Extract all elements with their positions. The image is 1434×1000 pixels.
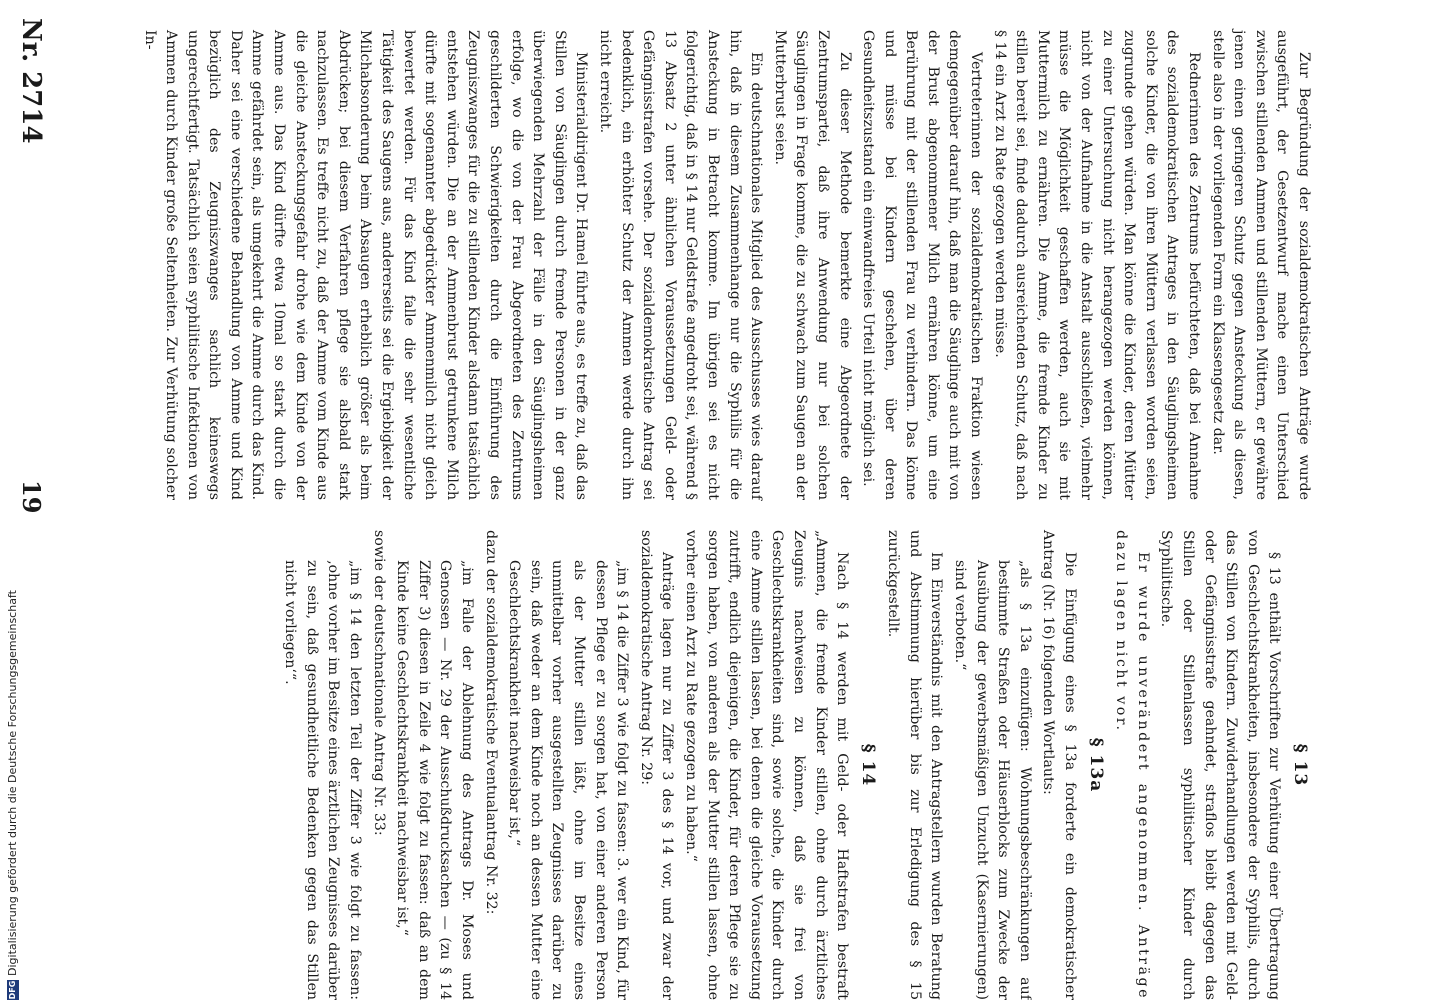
paragraph: Rednerinnen des Zentrums befürchteten, daß bei Annahme des sozialdemokratischen Antrages in den Säuglingsheimen solche Kinder, die von ihren Müttern verlassen worden seien, zugrunde gehen würden. Man könne die Kinder, deren Mütter zu einer Untersuchung nicht herangezogen werden können, nicht von der Aufnahme in die Anstalt ausschließen, vielmehr müsse die Möglichkeit geschaffen werden, auch sie mit Muttermilch zu ernähren. Die Amme, die fremde Kinder zu stillen bereit sei, finde dadurch ausreichenden Schutz, daß nach § 14 ein Arzt zu Rate gezogen werden müsse.	[991, 30, 1203, 500]
paragraph: Zur Begründung der sozialdemokratischen Anträge wurde ausgeführt, der Gesetzentwurf mache einen Unterschied zwischen stillenden Ammen und stillenden Müttern, er gewähre jenen einen geringeren Schutz gegen Ansteckung als diesen, stelle also in der vorliegenden Form ein Klassengesetz dar.	[1209, 30, 1312, 500]
paragraph: Die Einfügung eines § 13a forderte ein demokratischer Antrag (Nr. 16) folgenden Wortlauts:	[1040, 530, 1079, 1000]
paragraph: Ministerialdirigent Dr. Hamel führte aus, es treffe zu, daß das Stillen von Säuglingen durch fremde Personen in der ganz überwiegenden Mehrzahl der Fälle in den Säuglingsheimen erfolge, wo die von der Frau Abgeordneten des Zentrums geschilderten Schwierigkeiten durch die Einführung des Zeugniszwanges für die zu stillenden Kinder alsdann tatsächlich entstehen würden. Die an der Ammenbrust getrunkene Milch dürfte mit sogenannter abgedrückter Ammenmilch nicht gleich bewertet werden. Für das Kind falle die sehr wesentliche Tätigkeit des Saugens aus, andererseits sei die Ergiebigkeit der Milchabsonderung beim Absaugen erheblich größer als beim Abdrücken; bei diesem Verfahren pflege sie alsbald stark nachzulassen. Es treffe nicht zu, daß der Amme vom Kinde aus die gleiche Ansteckungsgefahr drohe wie dem Kinde von der Amme aus. Das Kind dürfte etwa 10mal so stark durch die Amme gefährdet sein, als umgekehrt die Amme durch das Kind. Daher sei eine verschiedene Behandlung von Amme und Kind bezüglich des Zeugniszwanges sachlich keineswegs ungerechtfertigt. Tatsächlich seien syphilitische Infektionen von Ammen durch Kinder große Seltenheiten. Zur Verhütung solcher In-	[141, 30, 590, 500]
digitization-credit	[6, 590, 19, 1000]
left-column	[54, 530, 1314, 1000]
quote: „im § 14 den letzten Teil der Ziffer 3 wie folgt zu fassen: ‚ohne vorher im Besitze eines ärztlichen Zeugnisses darüber zu sein, daß gesundheitliche Bedenken gegen das Stillen nicht vorliegen‘“.	[282, 560, 364, 1000]
section-heading-13: § 13	[1290, 743, 1310, 787]
credit-text: Digitalisierung gefördert durch die Deutsche Forschungsgemeinschaft	[6, 590, 19, 976]
document-number: Nr. 2714	[16, 18, 46, 144]
paragraph: sowie der deutschnationale Antrag Nr. 33:	[370, 530, 387, 836]
section-heading-14: § 14	[857, 743, 878, 787]
paragraph: Vertreterinnen der sozialdemokratischen Fraktion wiesen demgegenüber darauf hin, daß man die Säuglinge auch mit von der Brust abgenommener Milch ernähren könne, um eine Berührung mit der stillenden Frau zu verhindern. Das könne und müsse bei Kindern geschehen, über deren Gesundheitszustand ein einwandfreies Urteil nicht möglich sei.	[860, 30, 985, 500]
quote: „im § 14 die Ziffer 3 wie folgt zu fassen: 3. wer ein Kind, für dessen Pflege er zu sorgen hat, von einer anderen Person als der Mutter stillen läßt, ohne im Besitze eines unmittelbar vorher ausgestellten Zeugnisses darüber zu sein, daß weder an dem Kinde noch an dessen Mutter eine Geschlechtskrankheit nachweisbar ist,“	[506, 560, 631, 1000]
paragraph: Ein deutschnationales Mitglied des Ausschusses wies darauf hin, daß in diesem Zusammenhange nur die Syphilis für die Ansteckung in Betracht komme. Im übrigen sei es nicht folgerichtig, daß in § 14 nur Geldstrafe angedroht sei, während § 13 Absatz 2 unter ähnlichen Voraussetzungen Geld- oder Gefängnisstrafen vorsehe. Der sozialdemokratische Antrag sei bedenklich, ein erhöhter Schutz der Ammen werde durch ihn nicht erreicht.	[597, 30, 765, 500]
dfg-logo-icon: DFG	[8, 980, 17, 1000]
paragraph: dazu der sozialdemokratische Eventualantrag Nr. 32:	[482, 530, 499, 915]
paragraph: Zu dieser Methode bemerkte eine Abgeordnete der Zentrumspartei, daß ihre Anwendung nur bei solchen Säuglingen in Frage komme, die zu schwach zum Saugen an der Mutterbrust seien.	[771, 30, 853, 500]
paragraph: Anträge lagen nur zu Ziffer 3 des § 14 vor, und zwar der sozialdemokratische Antrag Nr. 29:	[637, 530, 676, 1000]
paragraph: Im Einverständnis mit den Antragstellern wurden Beratung und Abstimmung hierüber bis zur Erledigung des § 15 zurückgestellt.	[885, 530, 945, 1000]
right-column	[54, 30, 1314, 500]
quote: „als § 13a einzufügen: Wohnungsbeschränkungen auf bestimmte Straßen oder Häuserblocks zum Zwecke der Ausübung der gewerbsmäßigen Unzucht (Kasernierungen) sind verboten.“	[952, 560, 1033, 1000]
quote: „im Falle der Ablehnung des Antrags Dr. Moses und Genossen — Nr. 29 der Ausschußdrucksachen — (zu § 14 Ziffer 3) diesen in Zeile 4 wie folgt zu fassen: daß an dem Kinde keine Geschlechtskrankheit nachweisbar ist,“	[394, 560, 476, 1000]
section-heading-13a: § 13a	[1085, 737, 1106, 793]
page-number: 19	[17, 480, 46, 514]
paragraph: § 13 enthält Vorschriften zur Verhütung einer Übertragung von Geschlechtskrankheiten, insbesondere der Syphilis, durch das Stillen von Kindern. Zuwiderhandlungen werden mit Geld- oder Gefängnisstrafe geahndet, straflos bleibt dagegen das Stillen oder Stillenlassen syphilitischer Kinder durch Syphilitische.	[1158, 530, 1283, 1000]
paragraph: Nach § 14 werden mit Geld- oder Haftstrafen bestraft „Ammen, die fremde Kinder stillen, ohne durch ärztliches Zeugnis nachweisen zu können, daß sie frei von Geschlechtskrankheiten sind, sowie solche, die Kinder durch eine Amme stillen lassen, bei denen die gleiche Voraussetzung zutrifft, endlich diejenigen, die Kinder, für deren Pflege sie zu sorgen haben, von anderen als der Mutter stillen lassen, ohne vorher einen Arzt zu Rate gezogen zu haben.“	[682, 530, 851, 1000]
paragraph: Er wurde unverändert angenommen. Anträge dazu lagen nicht vor.	[1113, 530, 1151, 1000]
